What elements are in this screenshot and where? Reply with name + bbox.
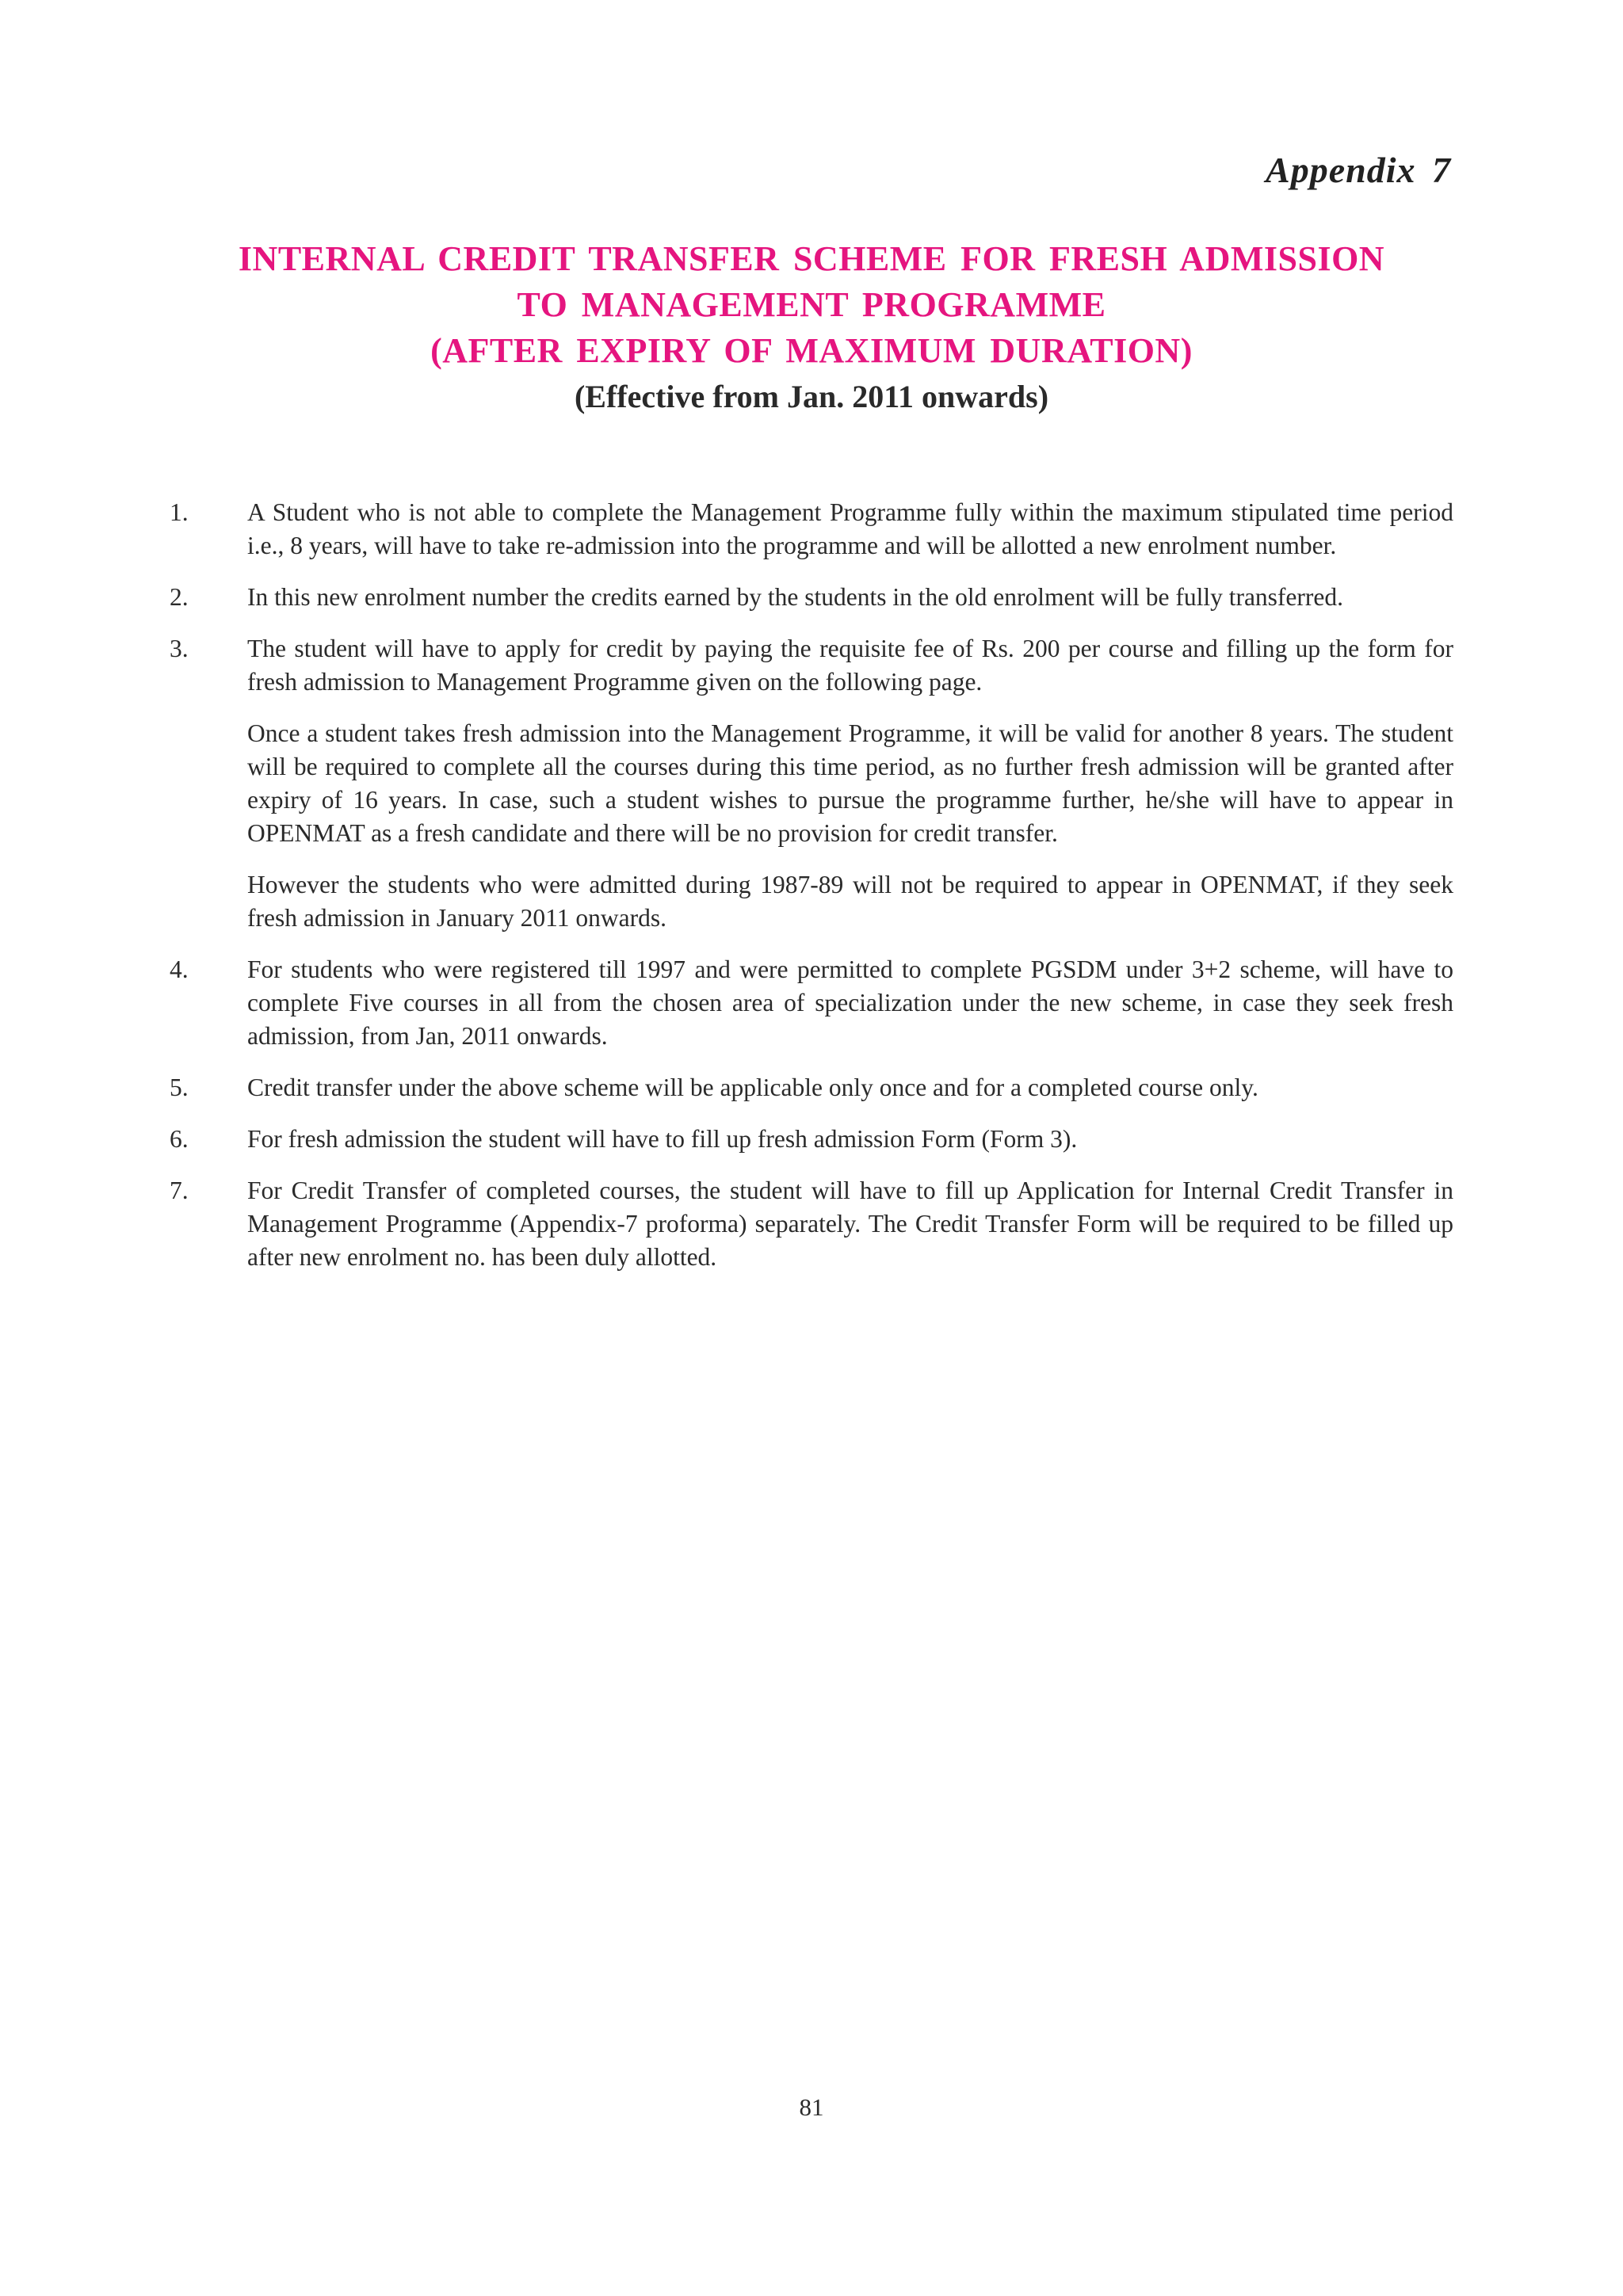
list-item-number: 2.	[170, 583, 189, 611]
item-3-paragraph-2: However the students who were admitted during 1987-89 will not be required to appear in OPENMAT, if they seek fresh admission in January 2011 onwards.	[247, 871, 1453, 932]
list-item-text: In this new enrolment number the credits earned by the students in the old enrolment will be fully transferred.	[247, 583, 1343, 611]
list-item-2	[170, 581, 1453, 614]
list-item-text: A Student who is not able to complete the Management Programme fully within the maximum stipulated time period i.e., 8 years, will have to take re-admission into the programme and will be allotted a new enrolment number.	[247, 498, 1453, 559]
subtitle: (Effective from Jan. 2011 onwards)	[574, 379, 1049, 414]
title-line-2: TO MANAGEMENT PROGRAMME	[517, 285, 1106, 324]
list-item-text: For students who were registered till 1997 and were permitted to complete PGSDM under 3+2 scheme, will have to complete Five courses in all from the chosen area of specialization under the new scheme, in case they seek fresh admission, from Jan, 2011 onwards.	[247, 955, 1453, 1050]
list-item-text: Credit transfer under the above scheme will be applicable only once and for a completed course only.	[247, 1074, 1258, 1101]
list-item-text: For fresh admission the student will have to fill up fresh admission Form (Form 3).	[247, 1125, 1078, 1153]
page-number: 81	[799, 2093, 824, 2121]
title-line-1: INTERNAL CREDIT TRANSFER SCHEME FOR FRESH ADMISSION	[238, 239, 1385, 278]
title-block	[0, 236, 1623, 420]
list-item-text: For Credit Transfer of completed courses, the student will have to fill up Application for Internal Credit Transfer in Management Programme (Appendix-7 proforma) separately. The Credit Transfer Form will be required to be filled up after new enrolment no. has been duly allotted.	[247, 1177, 1453, 1271]
list-item-1	[170, 496, 1453, 563]
list-item-4	[170, 953, 1453, 1053]
title-line-3: (AFTER EXPIRY OF MAXIMUM DURATION)	[430, 331, 1193, 370]
list-item-5	[170, 1071, 1453, 1104]
list-item-number: 6.	[170, 1125, 189, 1153]
numbered-list	[170, 496, 1453, 1292]
list-item-3	[170, 632, 1453, 699]
appendix-label: Appendix 7	[1266, 150, 1451, 190]
list-item-text: The student will have to apply for credit by paying the requisite fee of Rs. 200 per course and filling up the form for fresh admission to Management Programme given on the following page.	[247, 635, 1453, 696]
list-item-number: 3.	[170, 635, 189, 662]
list-item-number: 5.	[170, 1074, 189, 1101]
item-3-paragraph-1: Once a student takes fresh admission into the Management Programme, it will be valid for another 8 years. The student will be required to complete all the courses during this time period, as no further fresh admission will be granted after expiry of 16 years. In case, such a student wishes to pursue the programme further, he/she will have to appear in OPENMAT as a fresh candidate and there will be no provision for credit transfer.	[247, 719, 1453, 847]
list-item-6	[170, 1123, 1453, 1156]
list-item-number: 4.	[170, 955, 189, 983]
list-item-number: 7.	[170, 1177, 189, 1204]
list-item-number: 1.	[170, 498, 189, 526]
list-item-7	[170, 1174, 1453, 1274]
